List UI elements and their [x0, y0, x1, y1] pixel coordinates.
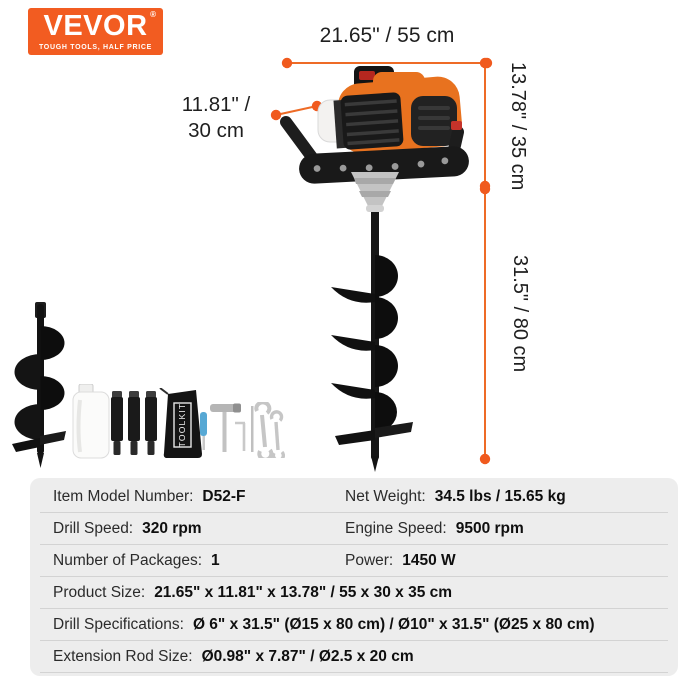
width-dimension-label: 21.65" / 55 cm: [319, 24, 455, 47]
auger-bit: [331, 200, 413, 472]
auger-tip: [371, 456, 379, 472]
engine-head: [286, 66, 470, 212]
spec-drill-speed: Drill Speed: 320 rpm: [53, 519, 202, 537]
spec-net-weight: Net Weight: 34.5 lbs / 15.65 kg: [345, 487, 566, 505]
toolkit-bag-label: TOOLKIT: [176, 402, 187, 448]
brand-tagline: TOUGH TOOLS, HALF PRICE: [38, 44, 153, 51]
table-row: [40, 641, 668, 673]
spare-auger-bit: [6, 300, 76, 470]
depth-dimension-label: 11.81" / 30 cm: [181, 93, 251, 142]
earth-auger-product-image: [255, 60, 490, 475]
table-row: [40, 513, 668, 545]
throttle-switch: [451, 121, 462, 130]
spec-power: Power: 1450 W: [345, 551, 456, 569]
auger-length-dimension-label: 31.5" / 80 cm: [509, 255, 531, 373]
open-end-wrench-large: [256, 402, 271, 458]
spec-engine-speed: Engine Speed: 9500 rpm: [345, 519, 524, 537]
maintenance-tools: [199, 402, 285, 458]
table-row: [40, 545, 668, 577]
cleaning-brush: [200, 412, 207, 450]
open-end-wrench-small: [272, 412, 284, 458]
extension-rod: [128, 391, 140, 455]
registered-trademark: ®: [150, 10, 157, 19]
allen-key: [235, 423, 245, 451]
fuel-mixing-bottle: [72, 384, 112, 460]
spec-product-size: Product Size: 21.65" x 11.81" x 13.78" / 55 x 30 x 35 cm: [53, 583, 453, 601]
spec-table: [30, 478, 678, 676]
brand-logo: [28, 8, 163, 55]
height-dimension-label: 13.78" / 35 cm: [507, 62, 529, 191]
spec-number-of-packages: Number of Packages: 1: [53, 551, 220, 569]
table-row: [40, 481, 668, 513]
table-row: [40, 577, 668, 609]
spec-item-model-number: Item Model Number: D52-F: [53, 487, 246, 505]
spec-drill-specifications: Drill Specifications: Ø 6" x 31.5" (Ø15 x 80 cm) / Ø10" x 31.5" (Ø25 x 80 cm): [53, 615, 595, 633]
brand-name: VEVOR ®: [43, 10, 157, 42]
gearbox-cone: [351, 172, 399, 212]
table-row: [40, 609, 668, 641]
spark-plug-wrench: [210, 404, 241, 453]
extension-rods: [110, 391, 160, 457]
air-filter-grille: [333, 92, 404, 151]
stop-switch: [359, 71, 375, 80]
extension-rod: [111, 391, 123, 455]
extension-rod: [145, 391, 157, 455]
pin-rod: [251, 406, 254, 452]
recoil-starter-cover: [411, 96, 457, 146]
spec-extension-rod-size: Extension Rod Size: Ø0.98" x 7.87" / Ø2.5 x 20 cm: [53, 647, 414, 665]
